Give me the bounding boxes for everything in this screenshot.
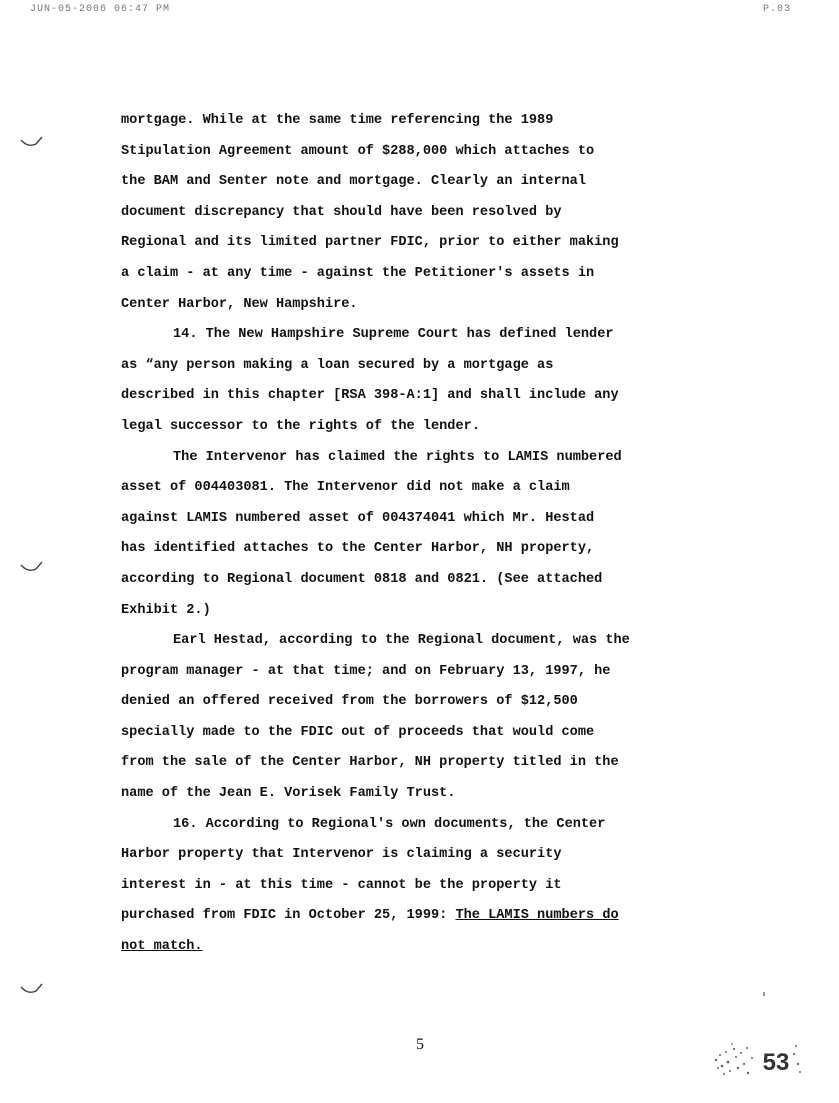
text-line: as “any person making a loan secured by a mortgage as — [121, 357, 554, 373]
text-line-start: purchased from FDIC in October 25, 1999: — [121, 908, 448, 924]
text-line: specially made to the FDIC out of proceeds that would come — [121, 724, 595, 740]
paragraph-16 — [121, 810, 721, 963]
text-line: Earl Hestad, according to the Regional document, was the — [173, 633, 630, 649]
text-line: interest in - at this time - cannot be the property it — [121, 877, 562, 893]
text-line: Stipulation Agreement amount of $288,000 which attaches to — [121, 143, 595, 159]
text-line: Exhibit 2.) — [121, 602, 211, 618]
text-line: a claim - at any time - against the Petitioner's assets in — [121, 265, 595, 281]
hole-punch-mark-top — [20, 136, 44, 148]
paragraph-intervenor — [121, 443, 721, 627]
fax-page-indicator: P.03 — [762, 4, 791, 15]
text-line — [121, 932, 721, 963]
text-line: against LAMIS numbered asset of 004374041 which Mr. Hestad — [121, 510, 595, 526]
text-line: legal successor to the rights of the lender. — [121, 418, 480, 434]
underlined-emphasis: The LAMIS numbers do — [455, 908, 619, 924]
text-line: The Intervenor has claimed the rights to LAMIS numbered — [173, 449, 622, 465]
text-line: name of the Jean E. Vorisek Family Trust. — [121, 786, 456, 802]
text-line: has identified attaches to the Center Harbor, NH property, — [121, 541, 595, 557]
text-line: asset of 004403081. The Intervenor did not make a claim — [121, 480, 570, 496]
fax-header — [0, 4, 839, 18]
text-line: Harbor property that Intervenor is claiming a security — [121, 847, 562, 863]
document-body — [121, 106, 721, 963]
paragraph-hestad — [121, 626, 721, 810]
text-line: Center Harbor, New Hampshire. — [121, 296, 358, 312]
exhibit-stamp — [710, 1040, 806, 1080]
text-line: from the sale of the Center Harbor, NH property titled in the — [121, 755, 619, 771]
text-line: program manager - at that time; and on February 13, 1997, he — [121, 663, 611, 679]
text-line: the BAM and Senter note and mortgage. Clearly an internal — [121, 174, 586, 190]
underlined-emphasis: not match. — [121, 939, 203, 955]
text-line: described in this chapter [RSA 398-A:1] and shall include any — [121, 388, 619, 404]
page-number: 5 — [416, 1036, 424, 1053]
text-line: mortgage. While at the same time referencing the 1989 — [121, 113, 554, 128]
text-line: Regional and its limited partner FDIC, prior to either making — [121, 235, 619, 251]
hole-punch-mark-bottom — [20, 983, 44, 995]
hole-punch-mark-middle — [20, 561, 44, 573]
scan-speck — [763, 992, 765, 996]
fax-timestamp: JUN-05-2006 06:47 PM — [30, 4, 171, 15]
text-line: 14. The New Hampshire Supreme Court has defined lender — [173, 327, 614, 343]
paragraph-1 — [121, 106, 721, 320]
text-line: 16. According to Regional's own documents, the Center — [173, 816, 606, 832]
stamp-number: 53 — [762, 1049, 790, 1076]
paragraph-14 — [121, 320, 721, 442]
text-line: denied an offered received from the borrowers of $12,500 — [121, 694, 578, 710]
text-line: according to Regional document 0818 and 0821. (See attached — [121, 571, 603, 587]
text-line — [121, 901, 721, 932]
text-line: document discrepancy that should have been resolved by — [121, 204, 562, 220]
